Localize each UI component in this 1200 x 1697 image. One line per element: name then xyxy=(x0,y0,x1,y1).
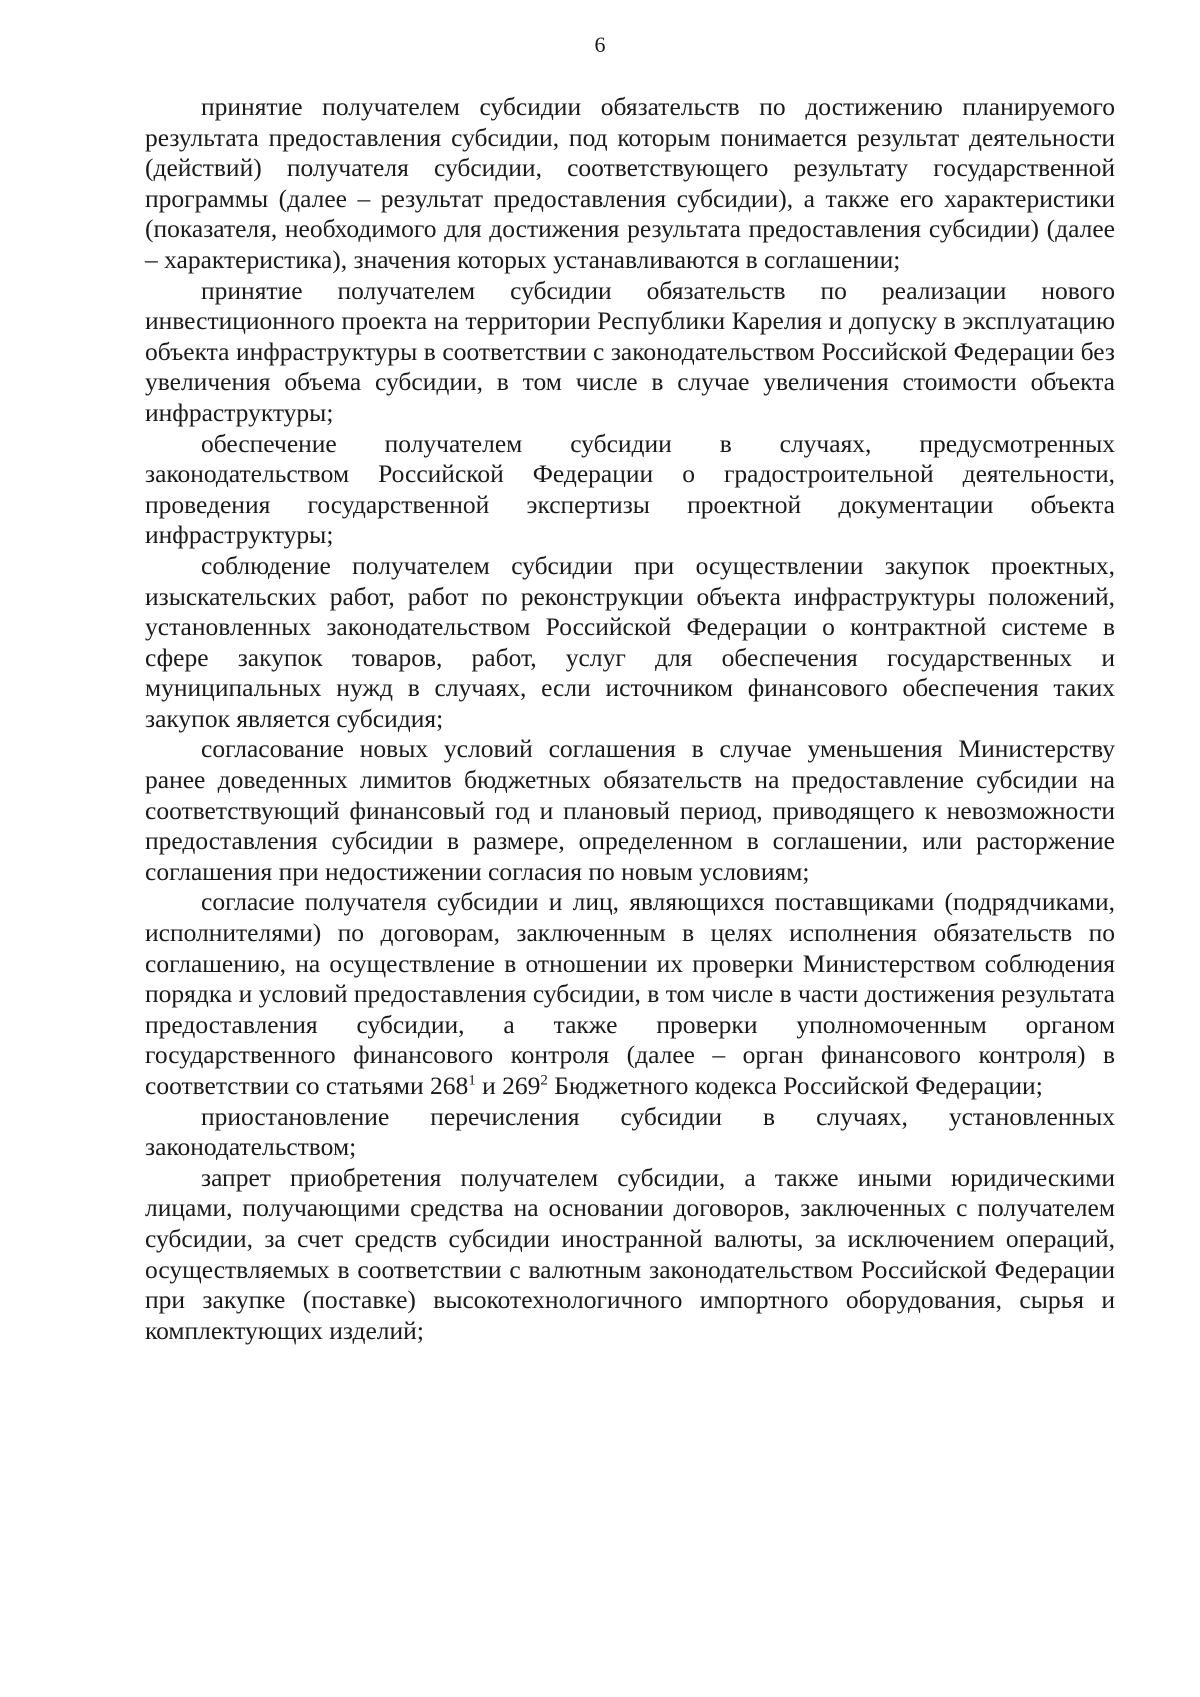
paragraph-new-conditions: согласование новых условий соглашения в случае уменьшения Министерству ранее доведенных лимитов бюджетных обязательств на предоставление субсидии на соответствующий финансовый год и плановый период, приводящего к невозможности предоставления субсидии в размере, определенном в соглашении, или расторжение соглашения при недостижении согласия по новым условиям; xyxy=(145,734,1115,886)
document-body xyxy=(145,92,1115,1346)
page-number: 6 xyxy=(594,32,606,57)
paragraph-inspection-text-before: согласие получателя субсидии и лиц, являющихся поставщиками (подрядчиками, исполнителями) по договорам, заключенным в целях исполнения обязательств по соглашению, на осуществление в отношении их проверки Министерством соблюдения порядка и условий предоставления субсидии, в том числе в части достижения результата предоставления субсидии, а также проверки уполномоченным органом государственного финансового контроля (далее – орган финансового контроля) в соответствии со статьями 268 xyxy=(145,887,1115,1100)
paragraph-currency-prohibition: запрет приобретения получателем субсидии, а также иными юридическими лицами, получающими средства на основании договоров, заключенных с получателем субсидии, за счет средств субсидии иностранной валюты, за исключением операций, осуществляемых в соответствии с валютным законодательством Российской Федерации при закупке (поставке) высокотехнологичного импортного оборудования, сырья и комплектующих изделий; xyxy=(145,1162,1115,1345)
paragraph-result-obligations: принятие получателем субсидии обязательств по достижению планируемого результата предоставления субсидии, под которым понимается результат деятельности (действий) получателя субсидии, соответствующего результату государственной программы (далее – результат предоставления субсидии), а также его характеристики (показателя, необходимого для достижения результата предоставления субсидии) (далее – характеристика), значения которых устанавливаются в соглашении; xyxy=(145,92,1115,274)
superscript-two: 2 xyxy=(540,1072,548,1089)
paragraph-inspection-consent xyxy=(145,887,1115,1101)
paragraph-inspection-text-mid: и 269 xyxy=(475,1071,541,1100)
paragraph-suspension: приостановление перечисления субсидии в случаях, установленных законодательством; xyxy=(145,1101,1115,1162)
paragraph-investment-project: принятие получателем субсидии обязательств по реализации нового инвестиционного проекта на территории Республики Карелия и допуску в эксплуатацию объекта инфраструктуры в соответствии с законодательством Российской Федерации без увеличения объема субсидии, в том числе в случае увеличения стоимости объекта инфраструктуры; xyxy=(145,275,1115,427)
paragraph-procurement-compliance: соблюдение получателем субсидии при осуществлении закупок проектных, изыскательских работ, работ по реконструкции объекта инфраструктуры положений, установленных законодательством Российской Федерации о контрактной системе в сфере закупок товаров, работ, услуг для обеспечения государственных и муниципальных нужд в случаях, если источником финансового обеспечения таких закупок является субсидия; xyxy=(145,550,1115,733)
paragraph-state-expertise: обеспечение получателем субсидии в случаях, предусмотренных законодательством Российской Федерации о градостроительной деятельности, проведения государственной экспертизы проектной документации объекта инфраструктуры; xyxy=(145,428,1115,550)
superscript-one: 1 xyxy=(468,1072,476,1089)
paragraph-inspection-text-after: Бюджетного кодекса Российской Федерации; xyxy=(547,1071,1043,1100)
